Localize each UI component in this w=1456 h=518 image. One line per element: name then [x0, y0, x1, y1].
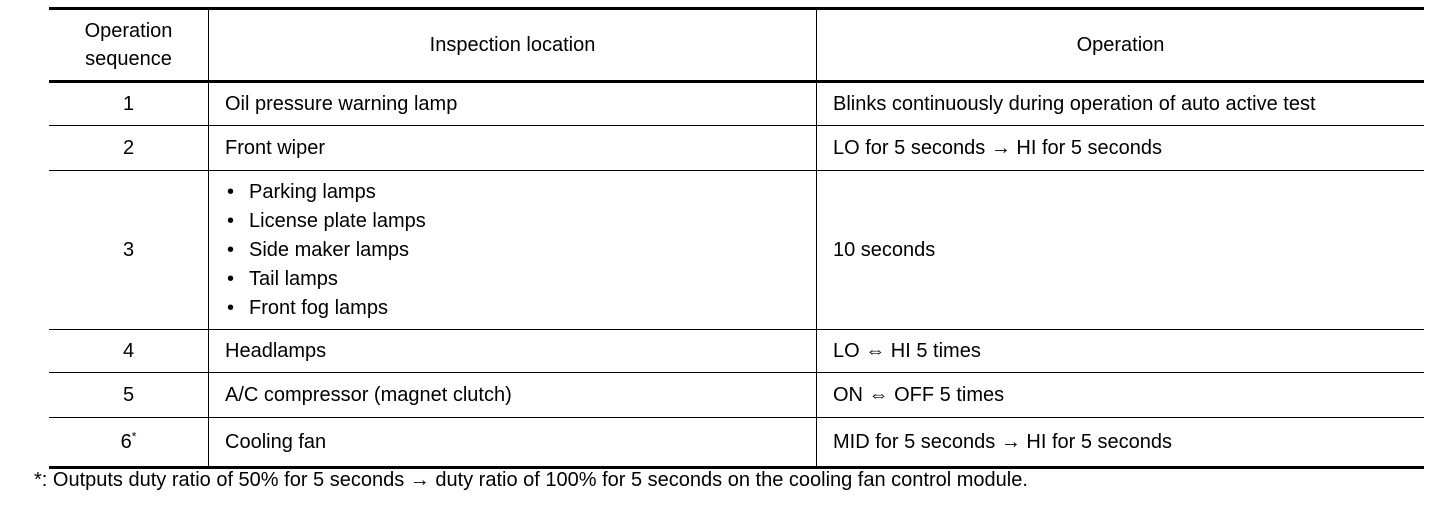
table-row	[49, 330, 1424, 373]
inspection-table	[49, 7, 1424, 469]
row-location: Oil pressure warning lamp	[209, 82, 817, 126]
row-operation: LO ⇔ HI 5 times	[817, 330, 1425, 373]
table-row	[49, 418, 1424, 468]
row-location: Front wiper	[209, 126, 817, 171]
row-operation: 10 seconds	[817, 171, 1425, 330]
header-sequence-line2: sequence	[85, 48, 172, 70]
table-header-row	[49, 9, 1424, 82]
row-sequence: 4	[49, 330, 209, 373]
list-item: • License plate lamps	[225, 207, 816, 236]
location-bullet-list	[225, 178, 816, 323]
row-location	[209, 171, 817, 330]
row-sequence: 1	[49, 82, 209, 126]
header-operation-sequence	[49, 9, 209, 82]
row-operation: Blinks continuously during operation of auto active test	[817, 82, 1425, 126]
list-item: • Front fog lamps	[225, 294, 816, 323]
table-row	[49, 171, 1424, 330]
row-operation: ON ⇔ OFF 5 times	[817, 373, 1425, 418]
row-location: A/C compressor (magnet clutch)	[209, 373, 817, 418]
row-location: Headlamps	[209, 330, 817, 373]
footnote-marker: *	[131, 428, 137, 443]
header-operation: Operation	[817, 9, 1425, 82]
table-row	[49, 82, 1424, 126]
list-item: • Tail lamps	[225, 265, 816, 294]
row-sequence: 3	[49, 171, 209, 330]
table-row	[49, 373, 1424, 418]
row-location: Cooling fan	[209, 418, 817, 468]
header-inspection-location: Inspection location	[209, 9, 817, 82]
row-sequence: 2	[49, 126, 209, 171]
list-item: • Parking lamps	[225, 178, 816, 207]
list-item: • Side maker lamps	[225, 236, 816, 265]
table-footnote: *: Outputs duty ratio of 50% for 5 seconds → duty ratio of 100% for 5 seconds on the cooling fan control module.	[34, 469, 1028, 491]
header-sequence-line1: Operation	[84, 20, 173, 42]
sequence-number: 6	[120, 430, 132, 453]
row-sequence: 5	[49, 373, 209, 418]
table-row	[49, 126, 1424, 171]
row-operation: MID for 5 seconds → HI for 5 seconds	[817, 418, 1425, 468]
row-sequence	[49, 418, 209, 468]
inspection-table-container	[49, 7, 1424, 469]
row-operation: LO for 5 seconds → HI for 5 seconds	[817, 126, 1425, 171]
